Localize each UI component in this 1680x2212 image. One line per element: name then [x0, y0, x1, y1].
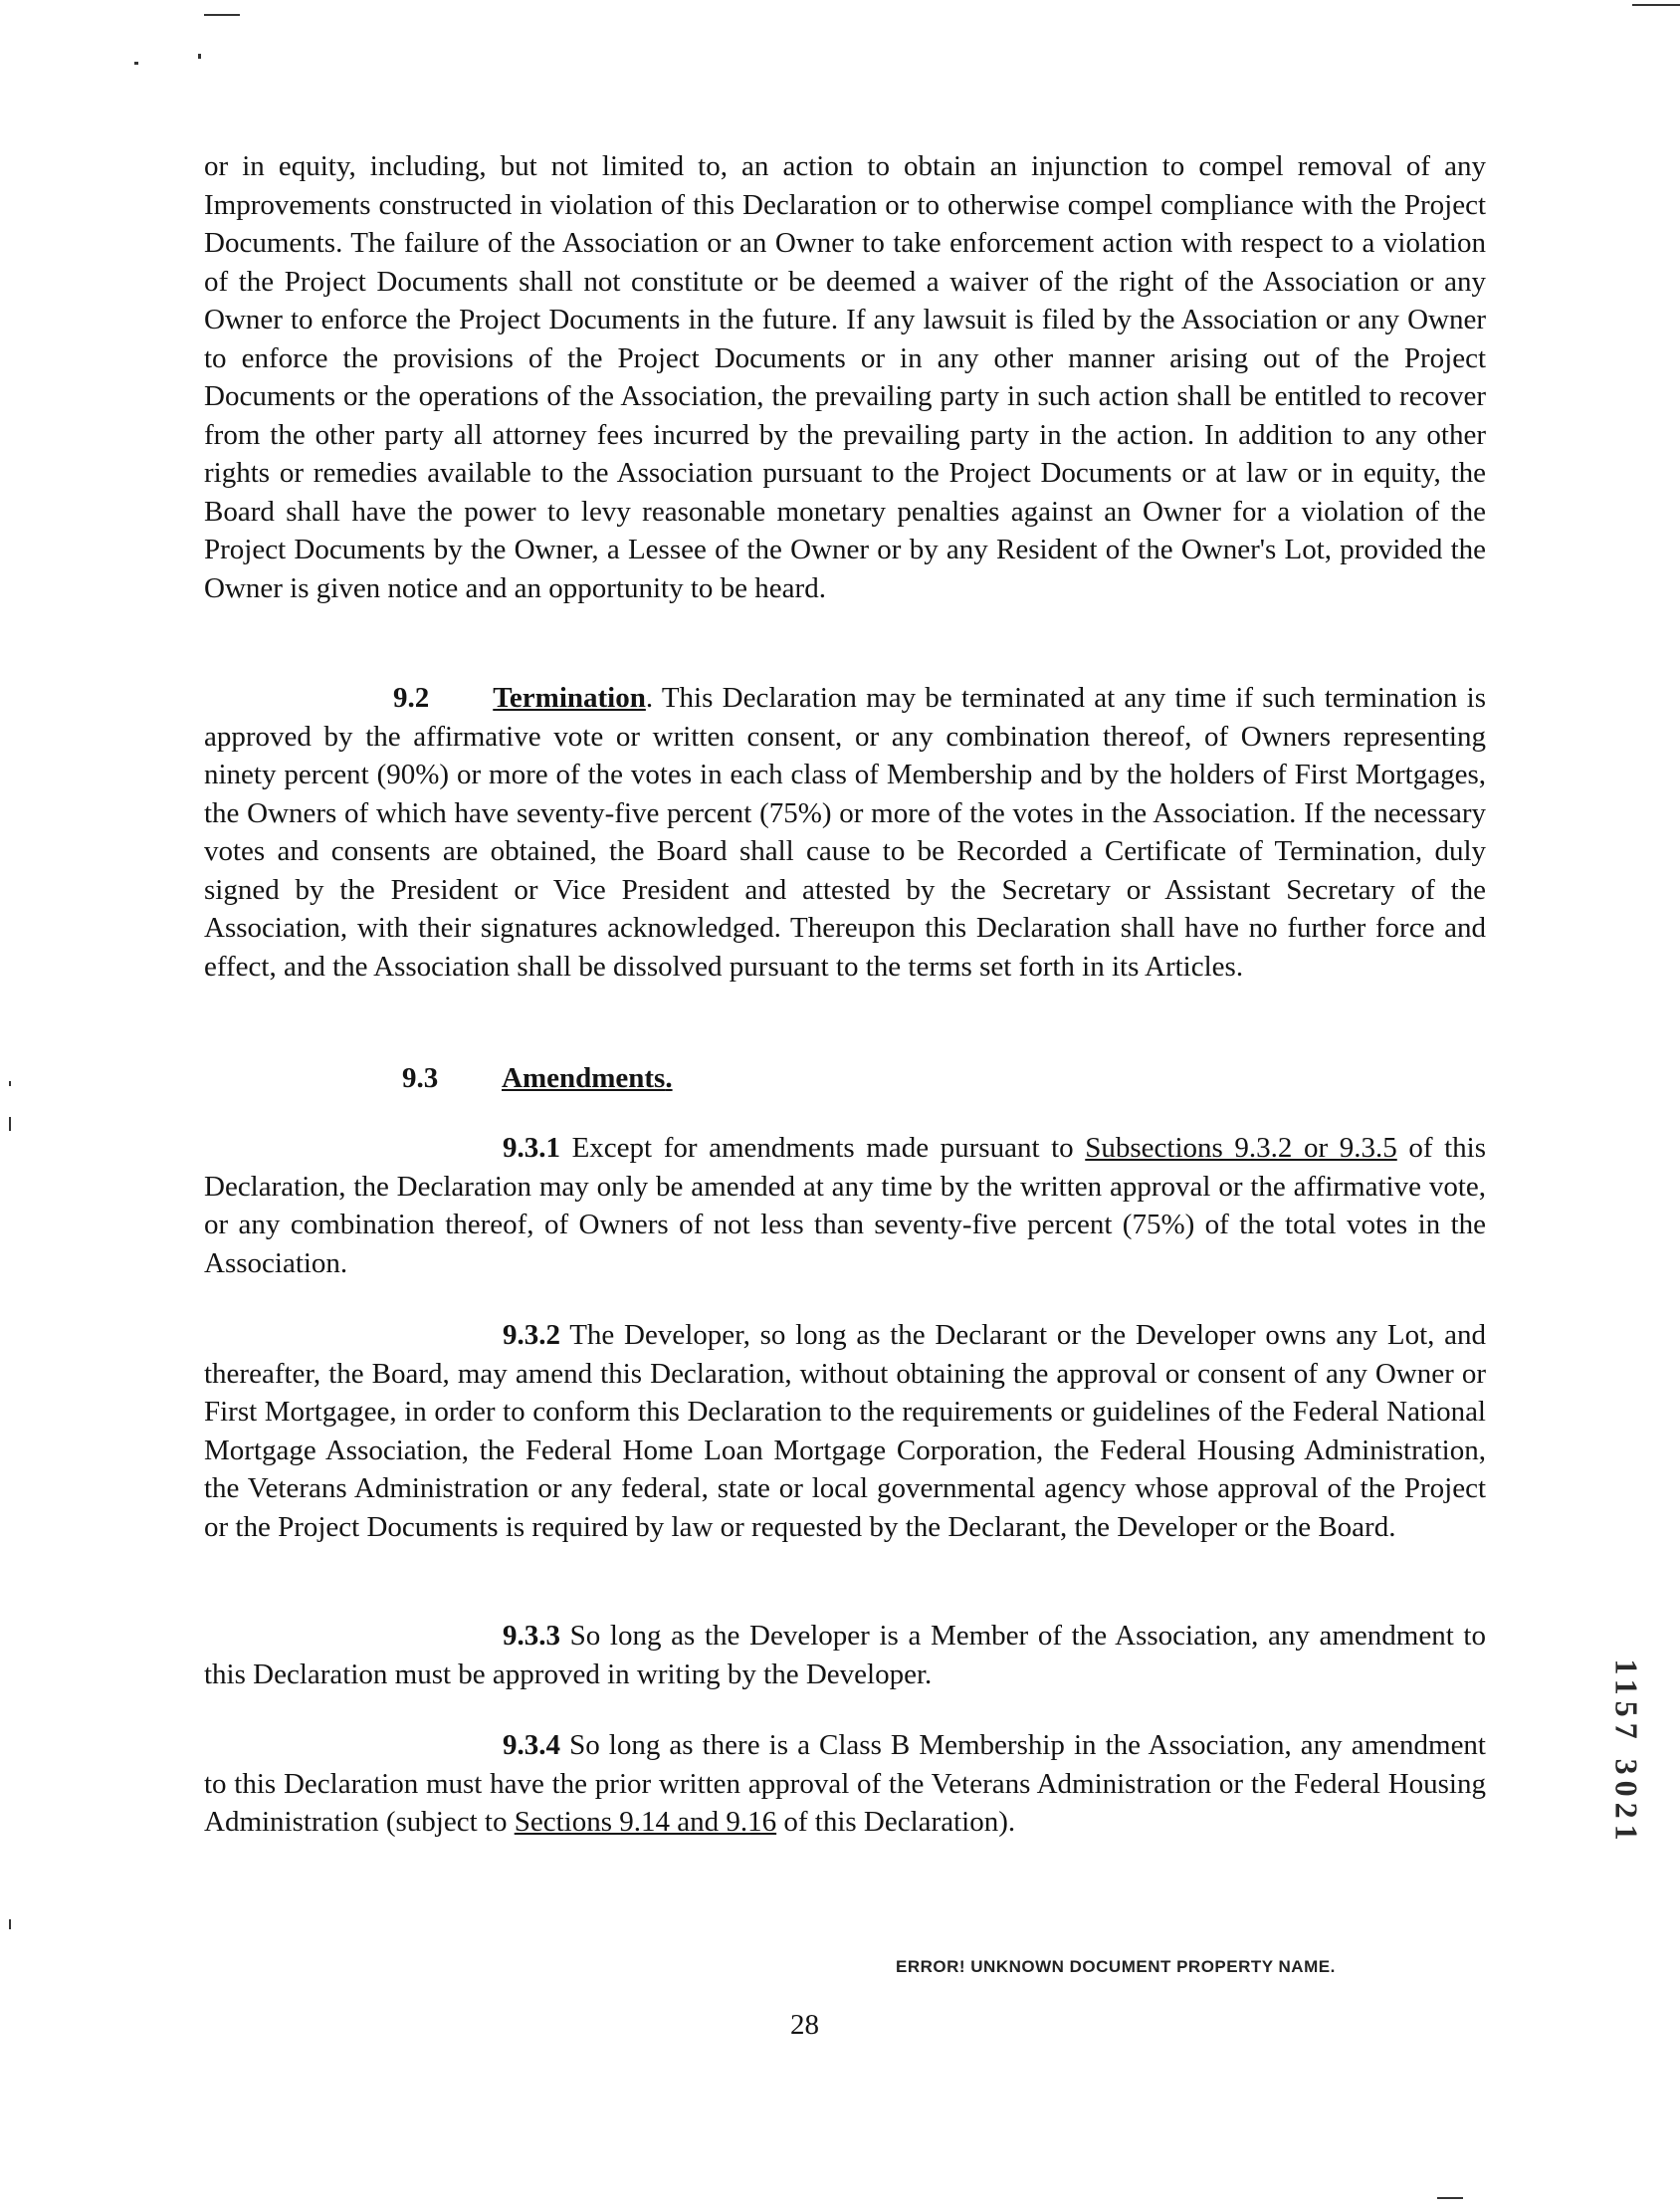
- subsection-body: The Developer, so long as the Declarant or the Developer owns any Lot, and thereafter, the Board, may amend this Declaration, without obtaining the approval or consent of any Owner or First Mortgagee, in order to conform this Declaration to the requirements or guidelines of the Federal National Mortgage Association, the Federal Home Loan Mortgage Corporation, the Federal Housing Administration, the Veterans Administration or any federal, state or local governmental agency whose approval of the Project or the Project Documents is required by law or requested by the Declarant, the Developer or the Board.: [204, 1319, 1486, 1543]
- page-number: 28: [790, 2009, 819, 2041]
- section-title-suffix: .: [665, 1062, 673, 1094]
- section-title: Amendments: [502, 1062, 666, 1094]
- continuation-paragraph: or in equity, including, but not limited to, an action to obtain an injunction to compel removal of any Improvements constructed in violation of this Declaration or to otherwise compel compliance with the Project Documents. The failure of the Association or an Owner to take enforcement action with respect to a violation of the Project Documents shall not constitute or be deemed a waiver of the right of the Association or any Owner to enforce the Project Documents in the future. If any lawsuit is filed by the Association or any Owner to enforce the provisions of the Project Documents or in any other manner arising out of the Project Documents or the operations of the Association, the prevailing party in such action shall be entitled to recover from the other party all attorney fees incurred by the prevailing party in the action. In addition to any other rights or remedies available to the Association pursuant to the Project Documents or at law or in equity, the Board shall have the power to levy reasonable monetary penalties against an Owner for a violation of the Project Documents by the Owner, a Lessee of the Owner or by any Resident of the Owner's Lot, provided the Owner is given notice and an opportunity to be heard.: [204, 150, 1486, 604]
- section-title-suffix: .: [645, 682, 654, 714]
- subsection-9-3-1-paragraph: [204, 1129, 1486, 1282]
- subsection-body: Except for amendments made pursuant to: [560, 1132, 1086, 1164]
- subsection-9-3-2-paragraph: [204, 1316, 1486, 1546]
- subsection-body: So long as there is a Class B Membership in the Association, any amendment to this Declaration must have the prior written approval of the Veterans Administration or the Federal Housing Administration (subject to: [204, 1729, 1486, 1838]
- subsection-9-3-3-paragraph: [204, 1617, 1486, 1693]
- section-number: 9.2: [393, 682, 430, 714]
- margin-recording-stamp: [1606, 1583, 1646, 1921]
- footer-document-property-error: ERROR! UNKNOWN DOCUMENT PROPERTY NAME.: [896, 1957, 1336, 1976]
- section-9-2-paragraph: [204, 679, 1486, 986]
- subsection-body-continued: of this Declaration).: [776, 1806, 1016, 1838]
- section-title: Termination: [493, 682, 646, 714]
- scan-mark-left-3: [9, 1117, 11, 1131]
- margin-stamp-text: 1157 3021: [1608, 1658, 1645, 1847]
- scan-mark-left-4: [9, 1081, 11, 1086]
- section-9-3-heading: [402, 1059, 673, 1097]
- section-body: This Declaration may be terminated at any time if such termination is approved by the affirmative vote or written consent, or any combination thereof, of Owners representing ninety percent (90%) or more of the votes in each class of Membership and by the holders of First Mortgages, the Owners of which have seventy-five percent (75%) or more of the votes in the Association. If the necessary votes and consents are obtained, the Board shall cause to be Recorded a Certificate of Termination, duly signed by the President or Vice President and attested by the Secretary or Assistant Secretary of the Association, with their signatures acknowledged. Thereupon this Declaration shall have no further force and effect, and the Association shall be dissolved pursuant to the terms set forth in its Articles.: [204, 682, 1486, 983]
- scan-mark-top-right: [1632, 4, 1680, 6]
- subsection-number: 9.3.4: [503, 1729, 560, 1761]
- subsection-body: So long as the Developer is a Member of the Association, any amendment to this Declaration must be approved in writing by the Developer.: [204, 1620, 1486, 1690]
- subsection-number: 9.3.3: [503, 1620, 560, 1652]
- subsection-number: 9.3.1: [503, 1132, 560, 1164]
- scan-mark-top: [204, 14, 240, 16]
- scan-mark-left-1: [134, 62, 138, 65]
- scan-mark-left-5: [9, 1919, 11, 1929]
- subsection-9-3-4-paragraph: [204, 1726, 1486, 1842]
- subsection-number: 9.3.2: [503, 1319, 560, 1351]
- section-number: 9.3: [402, 1062, 439, 1094]
- scan-mark-bottom: [1437, 2197, 1463, 2199]
- scan-mark-left-2: [198, 54, 201, 59]
- subsection-cross-reference: Sections 9.14 and 9.16: [514, 1806, 777, 1838]
- subsection-cross-reference: Subsections 9.3.2 or 9.3.5: [1085, 1132, 1397, 1164]
- subsection-body-continued: of this Declaration, the Declaration may only be amended at any time by the written approval or the affirmative vote, or any combination thereof, of Owners of not less than seventy-five percent (75%) of the total votes in the Association.: [204, 1132, 1486, 1279]
